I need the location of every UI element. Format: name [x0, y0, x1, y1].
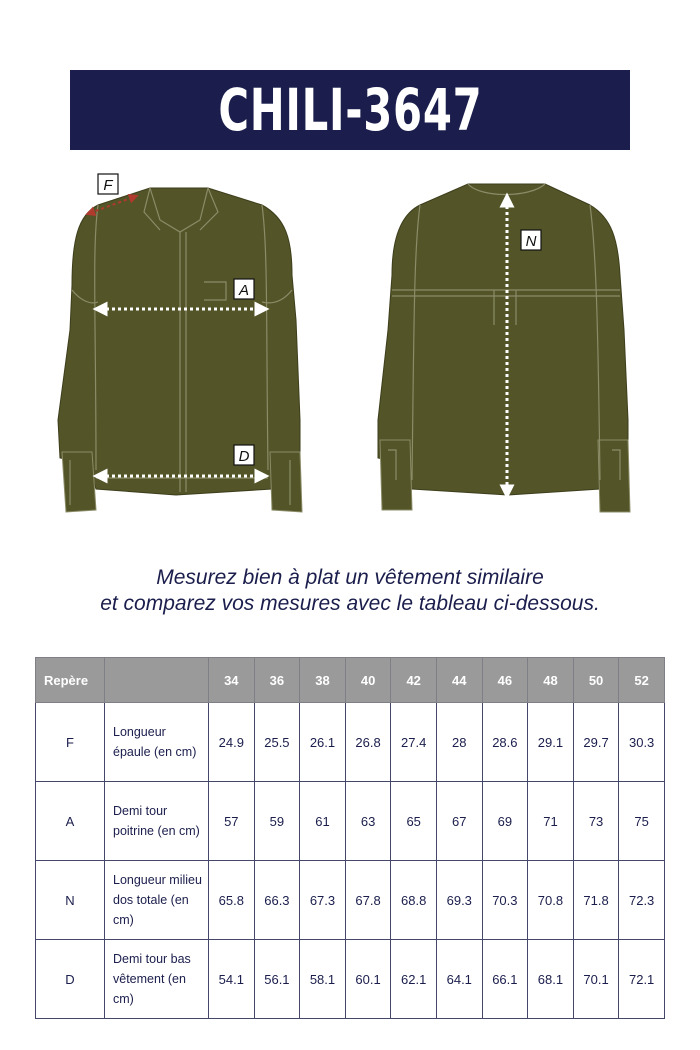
- row-code: A: [36, 782, 105, 861]
- table-cell: 30.3: [619, 703, 665, 782]
- table-header-row: [36, 658, 665, 703]
- table-cell: 28.6: [482, 703, 528, 782]
- table-cell: 75: [619, 782, 665, 861]
- front-right-cuff: [270, 452, 302, 512]
- table-cell: 70.1: [573, 940, 619, 1019]
- front-view-diagram: [40, 165, 320, 525]
- table-cell: 68.8: [391, 861, 437, 940]
- table-cell: 73: [573, 782, 619, 861]
- title-banner: [70, 70, 630, 150]
- table-cell: 65.8: [209, 861, 255, 940]
- table-cell: 56.1: [254, 940, 300, 1019]
- page-title: CHILI-3647: [217, 76, 483, 144]
- table-cell: 67: [436, 782, 482, 861]
- table-cell: 28: [436, 703, 482, 782]
- table-cell: 69: [482, 782, 528, 861]
- label-a: [234, 279, 254, 299]
- table-row: [36, 782, 665, 861]
- header-description: [105, 658, 209, 703]
- header-size: 50: [573, 658, 619, 703]
- table-cell: 60.1: [345, 940, 391, 1019]
- row-description: Longueur épaule (en cm): [105, 703, 209, 782]
- table-cell: 72.3: [619, 861, 665, 940]
- table-cell: 65: [391, 782, 437, 861]
- table-cell: 59: [254, 782, 300, 861]
- header-repere: Repère: [36, 658, 105, 703]
- row-description: Demi tour bas vêtement (en cm): [105, 940, 209, 1019]
- header-size: 46: [482, 658, 528, 703]
- table-cell: 72.1: [619, 940, 665, 1019]
- table-cell: 67.8: [345, 861, 391, 940]
- front-left-cuff: [62, 452, 96, 512]
- back-right-cuff: [598, 440, 630, 512]
- table-cell: 26.1: [300, 703, 346, 782]
- back-view-diagram: [360, 170, 650, 530]
- size-chart-table: [35, 657, 665, 1019]
- table-cell: 57: [209, 782, 255, 861]
- label-f: [98, 174, 118, 194]
- table-row: [36, 703, 665, 782]
- table-cell: 27.4: [391, 703, 437, 782]
- table-cell: 61: [300, 782, 346, 861]
- header-size: 36: [254, 658, 300, 703]
- table-cell: 58.1: [300, 940, 346, 1019]
- label-n: [521, 230, 541, 250]
- table-cell: 68.1: [528, 940, 574, 1019]
- table-cell: 24.9: [209, 703, 255, 782]
- table-cell: 62.1: [391, 940, 437, 1019]
- header-size: 34: [209, 658, 255, 703]
- header-size: 40: [345, 658, 391, 703]
- svg-text:D: D: [238, 448, 250, 465]
- table-cell: 66.3: [254, 861, 300, 940]
- table-cell: 64.1: [436, 940, 482, 1019]
- header-size: 48: [528, 658, 574, 703]
- table-cell: 29.1: [528, 703, 574, 782]
- svg-text:N: N: [525, 233, 537, 250]
- svg-text:A: A: [238, 282, 250, 299]
- table-cell: 70.3: [482, 861, 528, 940]
- instructions-line-2: et comparez vos mesures avec le tableau ci-dessous.: [100, 592, 600, 615]
- row-code: N: [36, 861, 105, 940]
- label-d: [234, 445, 254, 465]
- table-row: [36, 940, 665, 1019]
- table-cell: 71: [528, 782, 574, 861]
- back-shirt-body: [378, 184, 628, 495]
- header-size: 38: [300, 658, 346, 703]
- table-cell: 63: [345, 782, 391, 861]
- instructions-line-1: Mesurez bien à plat un vêtement similaire: [156, 566, 544, 589]
- header-size: 42: [391, 658, 437, 703]
- table-cell: 54.1: [209, 940, 255, 1019]
- table-cell: 70.8: [528, 861, 574, 940]
- table-cell: 29.7: [573, 703, 619, 782]
- header-size: 44: [436, 658, 482, 703]
- row-code: D: [36, 940, 105, 1019]
- front-shirt-body: [58, 188, 300, 495]
- row-code: F: [36, 703, 105, 782]
- table-cell: 66.1: [482, 940, 528, 1019]
- row-description: Demi tour poitrine (en cm): [105, 782, 209, 861]
- header-size: 52: [619, 658, 665, 703]
- row-description: Longueur milieu dos totale (en cm): [105, 861, 209, 940]
- table-cell: 67.3: [300, 861, 346, 940]
- table-row: [36, 861, 665, 940]
- table-cell: 69.3: [436, 861, 482, 940]
- svg-text:F: F: [103, 177, 113, 194]
- table-cell: 26.8: [345, 703, 391, 782]
- table-cell: 71.8: [573, 861, 619, 940]
- measuring-instructions: [0, 565, 700, 617]
- table-cell: 25.5: [254, 703, 300, 782]
